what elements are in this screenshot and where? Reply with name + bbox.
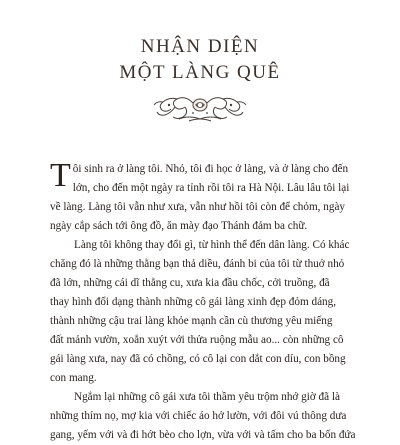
text-line: gang, yếm với và đi hớt bèo cho lợn, vừa với và tấm cho ba bốn đứa (50, 429, 356, 441)
text-line: ôi sinh ra ở làng tôi. Nhỏ, tôi đi học ở làng, và ở làng cho đến (72, 163, 349, 175)
text-line: gái làng xưa, nay đã có chồng, có cô lại con dắt con díu, con bồng (50, 353, 346, 365)
chapter-title-line2: MỘT LÀNG QUÊ (119, 62, 281, 83)
text-line: đất mảnh vườn, xoắn xuýt với thửa ruộng mẫu ao... còn những cô (50, 334, 344, 346)
text-line: ngày cắp sách tới ông đồ, ăn mày đạo Thánh đảm ba chữ. (50, 220, 308, 232)
paragraph-1 (50, 157, 350, 236)
drop-cap: T (50, 157, 71, 194)
text-line: con mang. (50, 372, 97, 384)
floral-dragon-ornament-icon (149, 93, 251, 123)
text-line: chăng đó là những thằng bạn thả diều, đánh bi của tôi từ thuở nhỏ (50, 258, 345, 270)
chapter-title-line1: NHẬN DIỆN (140, 36, 260, 57)
text-line: những thím nọ, mợ kia với chiếc áo hở lườn, với đôi vú thông dưa (50, 410, 347, 422)
text-line: về làng. Làng tôi vẫn như xưa, vẫn như hồi tôi còn để chỏm, ngày (50, 201, 346, 213)
text-line: Làng tôi không thay đổi gì, từ hình thể đến dân làng. Có khác (74, 239, 350, 251)
paragraph-2 (50, 236, 350, 388)
paragraph-3 (50, 388, 356, 445)
text-line: thay hình đổi dạng thành những cô gái làng xinh đẹp đỏm dáng, (50, 296, 337, 308)
text-line: thành những cậu trai làng khỏe mạnh cần cù thương yêu miếng (50, 315, 333, 327)
chapter-body (50, 157, 356, 445)
text-line: lớn, cho đến một ngày ra tỉnh rồi tôi ra Hà Nội. Lâu lâu tôi lại (72, 182, 350, 194)
text-line: Ngắm lại những cô gái xưa tôi thầm yêu trộm nhớ giờ đã là (74, 391, 340, 403)
text-line: đã lớn, những cái dĩ thằng cu, xưa kia đầu chốc, cởi truồng, đã (50, 277, 330, 289)
